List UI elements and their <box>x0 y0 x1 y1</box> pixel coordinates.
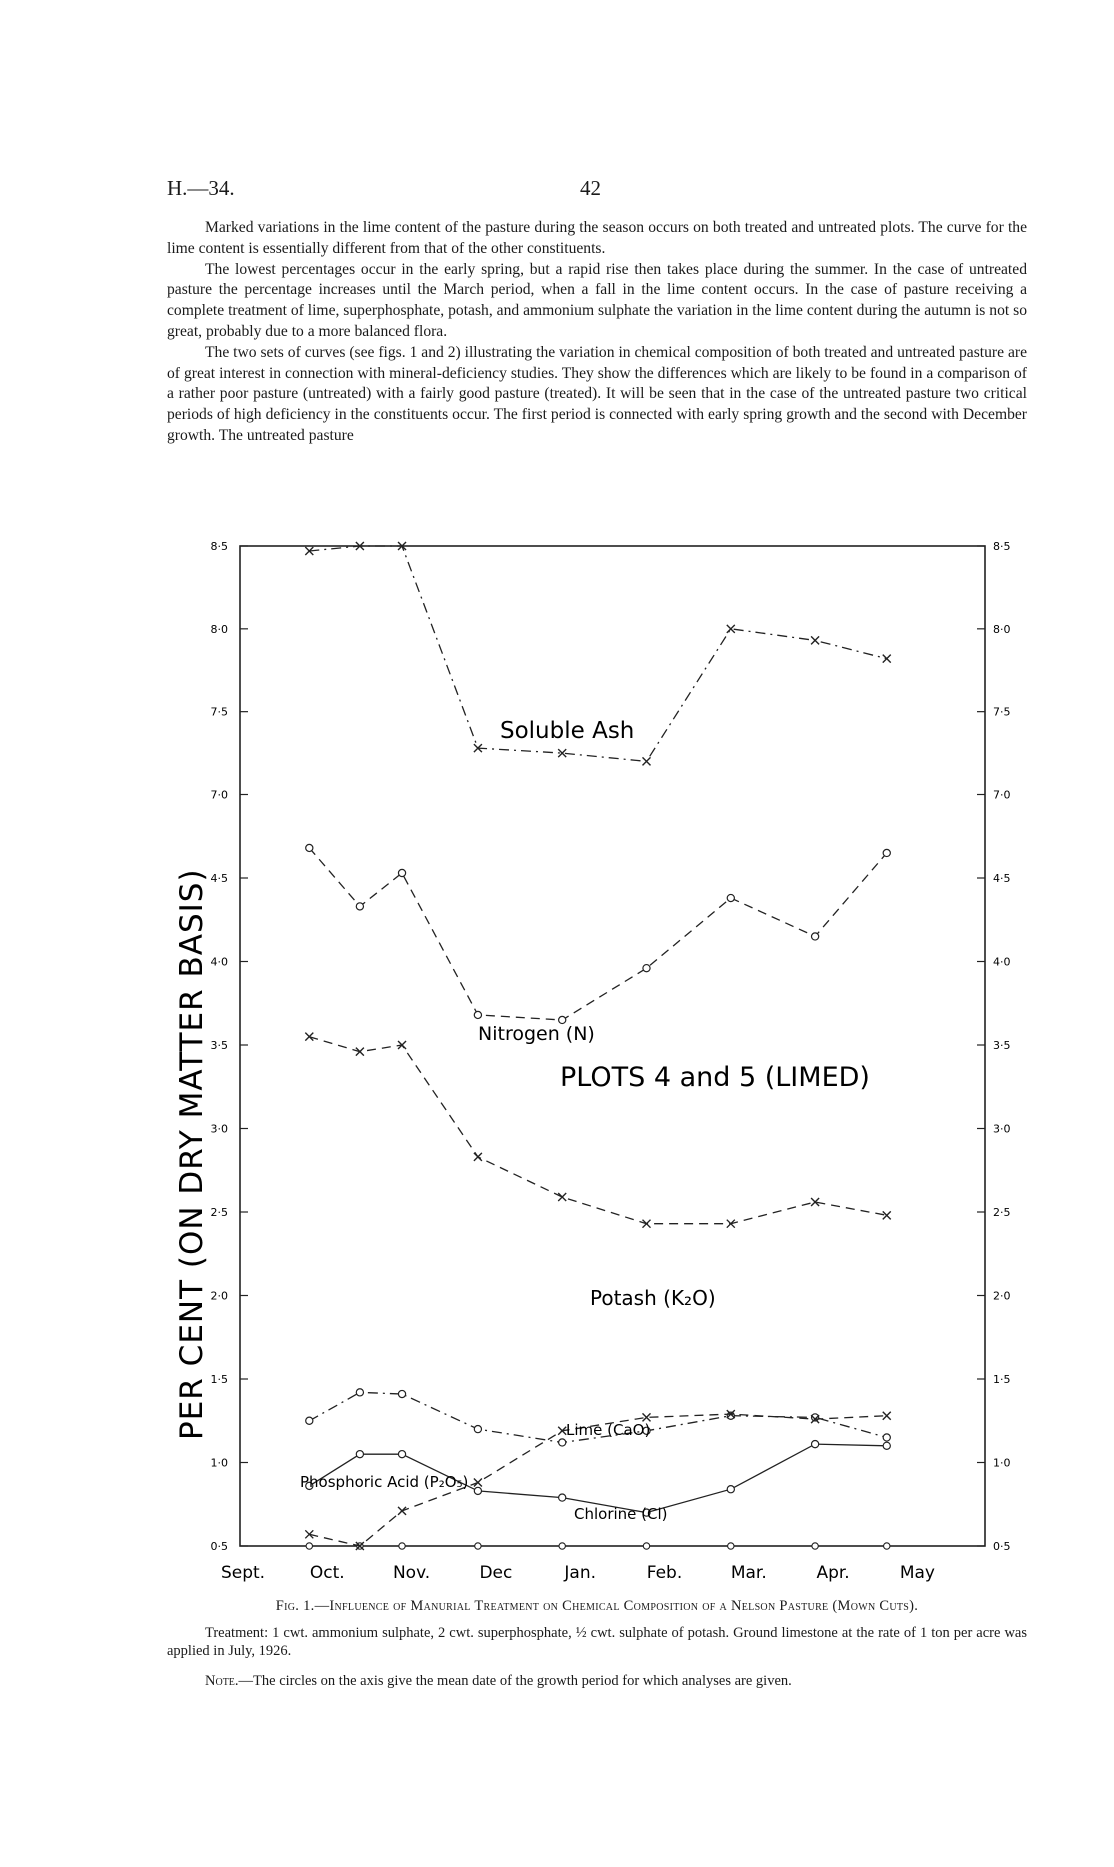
y-tick-label: 8·5 <box>210 540 228 553</box>
series-label: Phosphoric Acid (P₂O₅) <box>300 1473 469 1491</box>
growth-period-circle <box>643 1543 649 1549</box>
data-point <box>558 1193 566 1201</box>
data-point <box>474 1011 481 1018</box>
series-line <box>309 848 887 1020</box>
y-axis-label: PER CENT (ON DRY MATTER BASIS) <box>174 868 210 1440</box>
y-tick-label: 3·0 <box>210 1122 228 1136</box>
data-point <box>398 1451 405 1458</box>
x-tick-label: Apr. <box>816 1563 850 1583</box>
growth-period-circle <box>884 1543 890 1549</box>
treatment-text: 1 cwt. ammonium sulphate, 2 cwt. superphosphate, ½ cwt. sulphate of potash. Ground limestone at the rate of 1 ton per acre was applied in July, 1926. <box>167 1625 1028 1659</box>
data-point <box>883 849 890 856</box>
data-point <box>883 1434 890 1441</box>
series-label: Chlorine (Cl) <box>574 1505 668 1523</box>
y-tick-label: 8·5 <box>993 540 1011 553</box>
data-point <box>474 1487 481 1494</box>
data-point <box>727 1486 734 1493</box>
data-point <box>643 965 650 972</box>
y-tick-label: 2·0 <box>993 1289 1011 1303</box>
data-point <box>474 1153 482 1161</box>
y-tick-label: 7·0 <box>993 788 1011 802</box>
growth-period-circle <box>559 1543 565 1549</box>
y-tick-label: 4·5 <box>993 872 1011 885</box>
data-point <box>883 1412 891 1420</box>
figure-treatment <box>167 1624 1027 1660</box>
data-point <box>812 1441 819 1448</box>
data-point <box>727 894 734 901</box>
figure-title: —Influence of Manurial Treatment on Chemical Composition of a Nelson Pasture (Mown Cuts). <box>314 1598 919 1614</box>
page-number: 42 <box>580 176 601 200</box>
data-point <box>356 1048 364 1056</box>
y-tick-label: 2·5 <box>210 1206 228 1219</box>
chart-title: PLOTS 4 and 5 (LIMED) <box>560 1062 870 1093</box>
figure-note <box>167 1672 1027 1690</box>
paragraph: The two sets of curves (see figs. 1 and 2) illustrating the variation in chemical composition of both treated and untreated pasture are of great interest in connection with mineral-deficiency studies. They show the differences which are likely to be found in a comparison of a rather poor pasture (untreated) with a fairly good pasture (treated). It will be seen that in the case of the untreated pasture two critical periods of high deficiency in the constituents occur. The first period is connected with early spring growth and the second with December growth. The untreated pasture <box>167 343 1027 444</box>
y-tick-label: 2·0 <box>210 1289 228 1303</box>
series-label: Potash (K₂O) <box>590 1286 716 1310</box>
figure-caption-title <box>167 1597 1027 1615</box>
x-tick-label: Mar. <box>730 1563 767 1583</box>
paragraph: The lowest percentages occur in the early spring, but a rapid rise then takes place during the summer. In the case of untreated pasture the percentage increases until the March period, when a fall in the lime content occurs. In the case of pasture receiving a complete treatment of lime, superphosphate, potash, and ammonium sulphate the variation in the lime content during the autumn is not so great, probably due to a more balanced flora. <box>167 260 1027 340</box>
x-tick-label: Nov. <box>392 1563 431 1583</box>
data-point <box>559 1439 566 1446</box>
y-tick-label: 4·0 <box>993 955 1011 969</box>
data-point <box>811 636 819 644</box>
growth-period-circle <box>399 1543 405 1549</box>
data-point <box>727 1220 735 1228</box>
data-point <box>306 844 313 851</box>
data-point <box>474 1426 481 1433</box>
data-point <box>812 933 819 940</box>
x-tick-label: Sept. <box>220 1563 266 1583</box>
data-point <box>398 1390 405 1397</box>
y-tick-label: 8·0 <box>210 622 228 636</box>
series-label: Soluble Ash <box>500 718 635 744</box>
data-point <box>398 869 405 876</box>
y-tick-label: 7·5 <box>210 705 228 719</box>
y-tick-label: 4·0 <box>210 955 228 969</box>
growth-period-circle <box>812 1543 818 1549</box>
y-tick-label: 4·5 <box>210 872 228 885</box>
series-label: Nitrogen (N) <box>478 1023 595 1045</box>
treatment-label: Treatment: <box>205 1625 269 1641</box>
data-point <box>727 625 735 633</box>
x-tick-label: Dec <box>479 1563 513 1583</box>
note-text: —The circles on the axis give the mean date of the growth period for which analyses are given. <box>238 1673 792 1689</box>
growth-period-circle <box>475 1543 481 1549</box>
growth-period-circle <box>306 1543 312 1549</box>
data-point <box>883 1442 890 1449</box>
y-tick-label: 1·5 <box>210 1373 228 1386</box>
plot-frame <box>240 546 985 1546</box>
data-point <box>398 1507 406 1515</box>
report-code: H.—34. <box>167 176 235 200</box>
y-tick-label: 0·5 <box>993 1540 1011 1553</box>
data-point <box>356 1451 363 1458</box>
data-point <box>559 1494 566 1501</box>
data-point <box>643 1220 651 1228</box>
data-point <box>306 1417 313 1424</box>
y-tick-label: 7·0 <box>210 788 228 802</box>
y-tick-label: 8·0 <box>993 622 1011 636</box>
data-point <box>305 1033 313 1041</box>
figure-label: Fig. 1. <box>275 1598 315 1614</box>
data-point <box>356 1389 363 1396</box>
data-point <box>643 757 651 765</box>
y-tick-label: 3·5 <box>993 1039 1011 1052</box>
y-tick-label: 0·5 <box>210 1540 228 1553</box>
data-point <box>356 903 363 910</box>
y-tick-label: 3·5 <box>210 1039 228 1052</box>
x-tick-label: Jan. <box>564 1563 597 1583</box>
x-tick-label: May <box>899 1563 935 1583</box>
y-tick-label: 3·0 <box>993 1122 1011 1136</box>
y-tick-label: 2·5 <box>993 1206 1011 1219</box>
y-tick-label: 7·5 <box>993 705 1011 719</box>
series-label: Lime (CaO) <box>566 1421 651 1439</box>
growth-period-circle <box>728 1543 734 1549</box>
note-label: Note. <box>205 1673 239 1689</box>
x-tick-label: Oct. <box>309 1563 345 1583</box>
y-tick-label: 1·5 <box>993 1373 1011 1386</box>
paragraph: Marked variations in the lime content of the pasture during the season occurs on both treated and untreated plots. The curve for the lime content is essentially different from that of the other constituents. <box>167 219 1027 257</box>
data-point <box>883 655 891 663</box>
x-tick-label: Feb. <box>646 1563 683 1583</box>
data-point <box>474 1479 482 1487</box>
y-tick-label: 1·0 <box>993 1456 1011 1470</box>
y-tick-label: 1·0 <box>210 1456 228 1470</box>
